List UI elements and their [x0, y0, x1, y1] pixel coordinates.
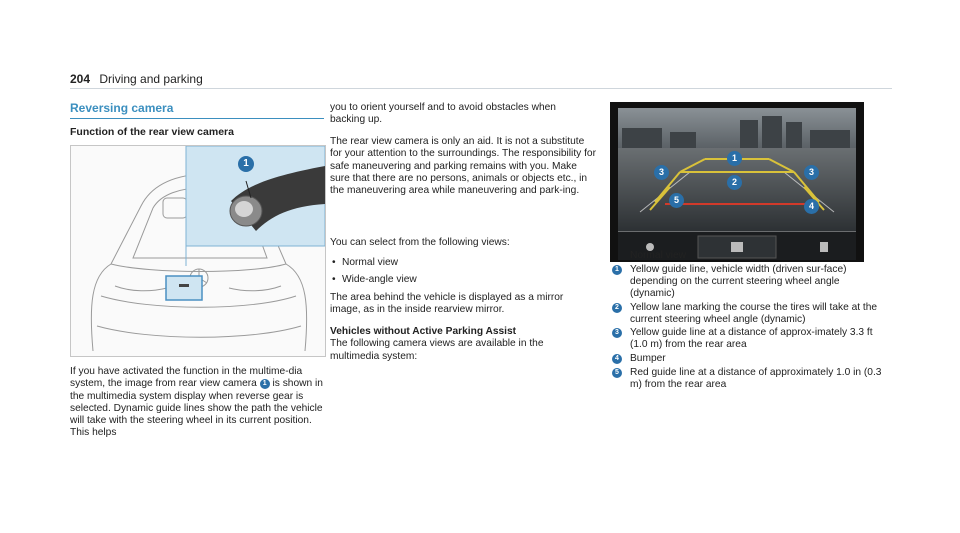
display-callout-2: 2: [727, 175, 742, 190]
select-paragraph: You can select from the following views:: [330, 237, 510, 248]
car-rear-drawing: [71, 146, 325, 356]
camera-display-figure: [610, 102, 864, 262]
legend-caption: Normal view: [630, 250, 687, 261]
aid-paragraph: The rear view camera is only an aid. It is not a substitute for your attention to the surroundings. The responsibility for safe maneuvering and parking remains with you. Make sure that there are no persons, animals or objects etc., in the maneuvering area while maneuvering and park-ing.: [330, 136, 596, 197]
display-callout-1: 1: [727, 151, 742, 166]
section-title: Reversing camera: [70, 101, 174, 115]
page-number: 204: [70, 72, 91, 86]
display-callout-5: 5: [669, 193, 684, 208]
legend-item: [612, 327, 882, 351]
mirror-paragraph: The area behind the vehicle is displayed as a mirror image, as in the inside rearview mirror.: [330, 292, 564, 316]
subsection-title: Function of the rear view camera: [70, 126, 234, 138]
vehicles-text: The following camera views are available in the multimedia system:: [330, 338, 544, 362]
section-divider: [70, 118, 324, 119]
legend-text: Bumper: [630, 353, 666, 365]
display-callout-3-left: 3: [654, 165, 669, 180]
legend-callout: 4: [612, 354, 622, 364]
legend-item: [612, 353, 882, 365]
legend-text: Yellow lane marking the course the tires will take at the current steering wheel angle (dynamic): [630, 301, 878, 325]
header-divider: [70, 88, 892, 89]
legend-item: [612, 367, 882, 391]
legend-callout: 5: [612, 368, 622, 378]
view-list: [330, 254, 417, 288]
legend-item: [612, 264, 882, 300]
intro-text-b: is shown in the multimedia system display when reverse gear is selected. Dynamic guide lines show the path the vehicle will take with the steering wheel in its current position. This helps: [70, 378, 323, 439]
page-header: [70, 72, 203, 86]
legend-callout: 1: [612, 265, 622, 275]
camera-callout: 1: [238, 156, 254, 172]
legend-callout: 2: [612, 303, 622, 313]
vehicles-paragraph: [330, 326, 592, 363]
header-section: Driving and parking: [99, 72, 203, 86]
legend-callout: 3: [612, 328, 622, 338]
figure-legend: [612, 248, 882, 391]
legend-text: Red guide line at a distance of approximately 1.0 in (0.3 m) from the rear area: [630, 367, 882, 391]
view-item-wide-angle: • Wide-angle view: [330, 271, 417, 288]
vehicles-heading: Vehicles without Active Parking Assist: [330, 326, 517, 337]
view-item-normal: • Normal view: [330, 254, 417, 271]
intro-paragraph: [70, 366, 326, 440]
continue-paragraph: you to orient yourself and to avoid obstacles when backing up.: [330, 102, 556, 126]
intro-text-a: If you have activated the function in the multime-dia system, the image from rear view camera: [70, 366, 303, 390]
display-callout-4: 4: [804, 199, 819, 214]
legend-text: Yellow guide line, vehicle width (driven sur-face) depending on the current steering wheel angle (dynamic): [630, 263, 847, 299]
display-callout-3-right: 3: [804, 165, 819, 180]
legend-item: [612, 302, 882, 326]
car-rear-illustration: [70, 145, 326, 357]
intro-callout: 1: [260, 379, 270, 389]
legend-text: Yellow guide line at a distance of approx-imately 3.3 ft (1.0 m) from the rear area: [630, 327, 873, 351]
